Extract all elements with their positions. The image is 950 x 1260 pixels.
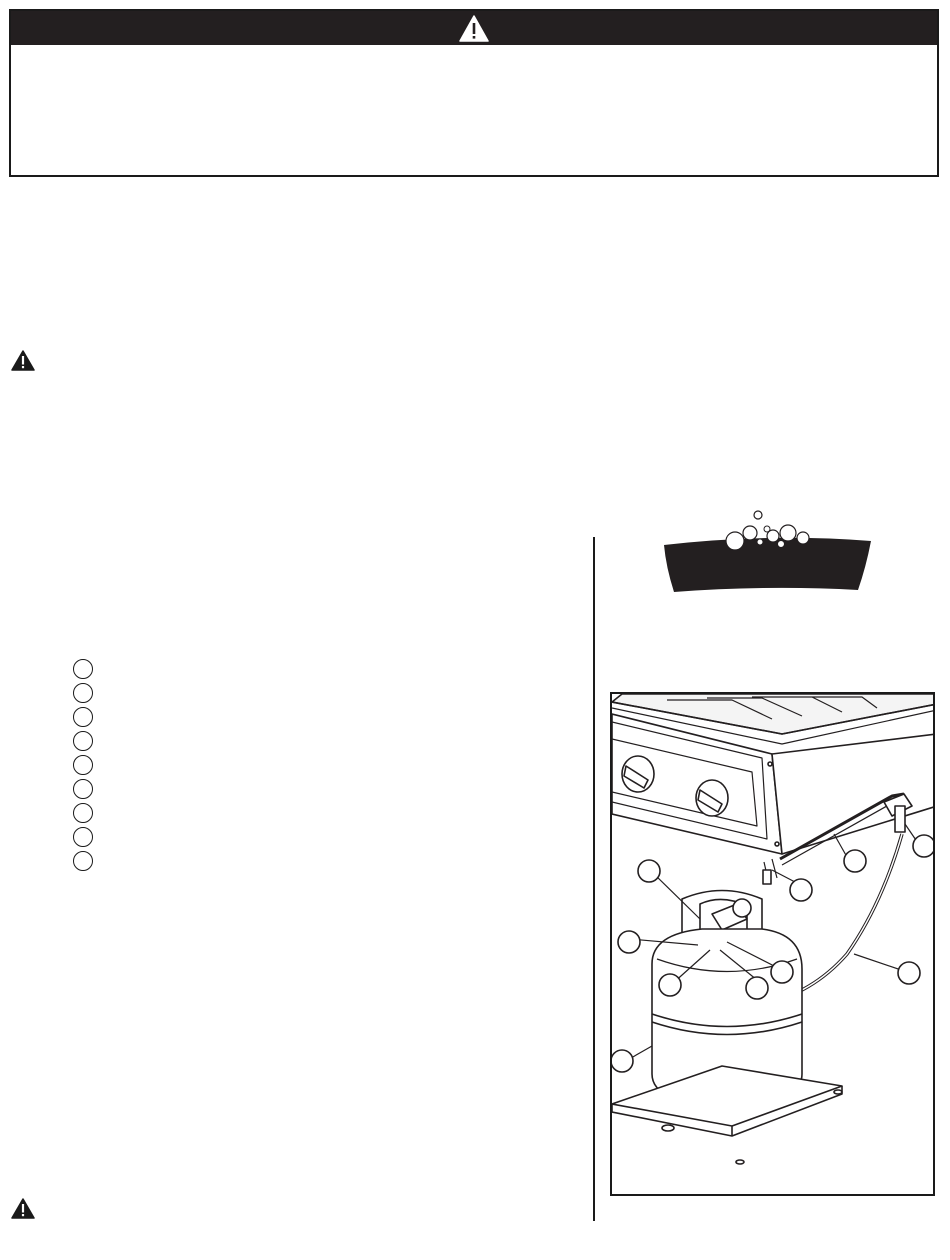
warning-triangle-icon bbox=[11, 350, 35, 371]
callout-circle bbox=[618, 931, 640, 953]
callout-circle bbox=[790, 879, 812, 901]
warning-triangle-icon bbox=[11, 1198, 35, 1219]
bubbles-icon bbox=[660, 505, 875, 597]
callout-circle bbox=[771, 961, 793, 983]
warning-header-bar bbox=[11, 11, 937, 45]
callout-circle bbox=[733, 899, 751, 917]
list-item-marker bbox=[73, 827, 93, 847]
callout-circle bbox=[638, 860, 660, 882]
list-item-marker bbox=[73, 731, 93, 751]
list-item-marker bbox=[73, 851, 93, 871]
warning-box bbox=[9, 9, 939, 177]
list-item-marker bbox=[73, 755, 93, 775]
callout-circle bbox=[898, 962, 920, 984]
list-item-marker bbox=[73, 779, 93, 799]
callout-circle bbox=[844, 850, 866, 872]
callout-circle bbox=[659, 974, 681, 996]
column-divider bbox=[593, 537, 595, 1221]
leak-test-badge bbox=[660, 505, 875, 602]
grill-tank-illustration bbox=[612, 694, 935, 1196]
gas-connection-figure bbox=[610, 692, 935, 1196]
warning-triangle-icon bbox=[459, 15, 489, 42]
list-item-marker bbox=[73, 683, 93, 703]
list-item-marker bbox=[73, 659, 93, 679]
callout-circle bbox=[913, 835, 935, 857]
list-item-marker bbox=[73, 707, 93, 727]
callout-circle bbox=[746, 977, 768, 999]
callout-circle bbox=[612, 1050, 633, 1072]
list-item-marker bbox=[73, 803, 93, 823]
